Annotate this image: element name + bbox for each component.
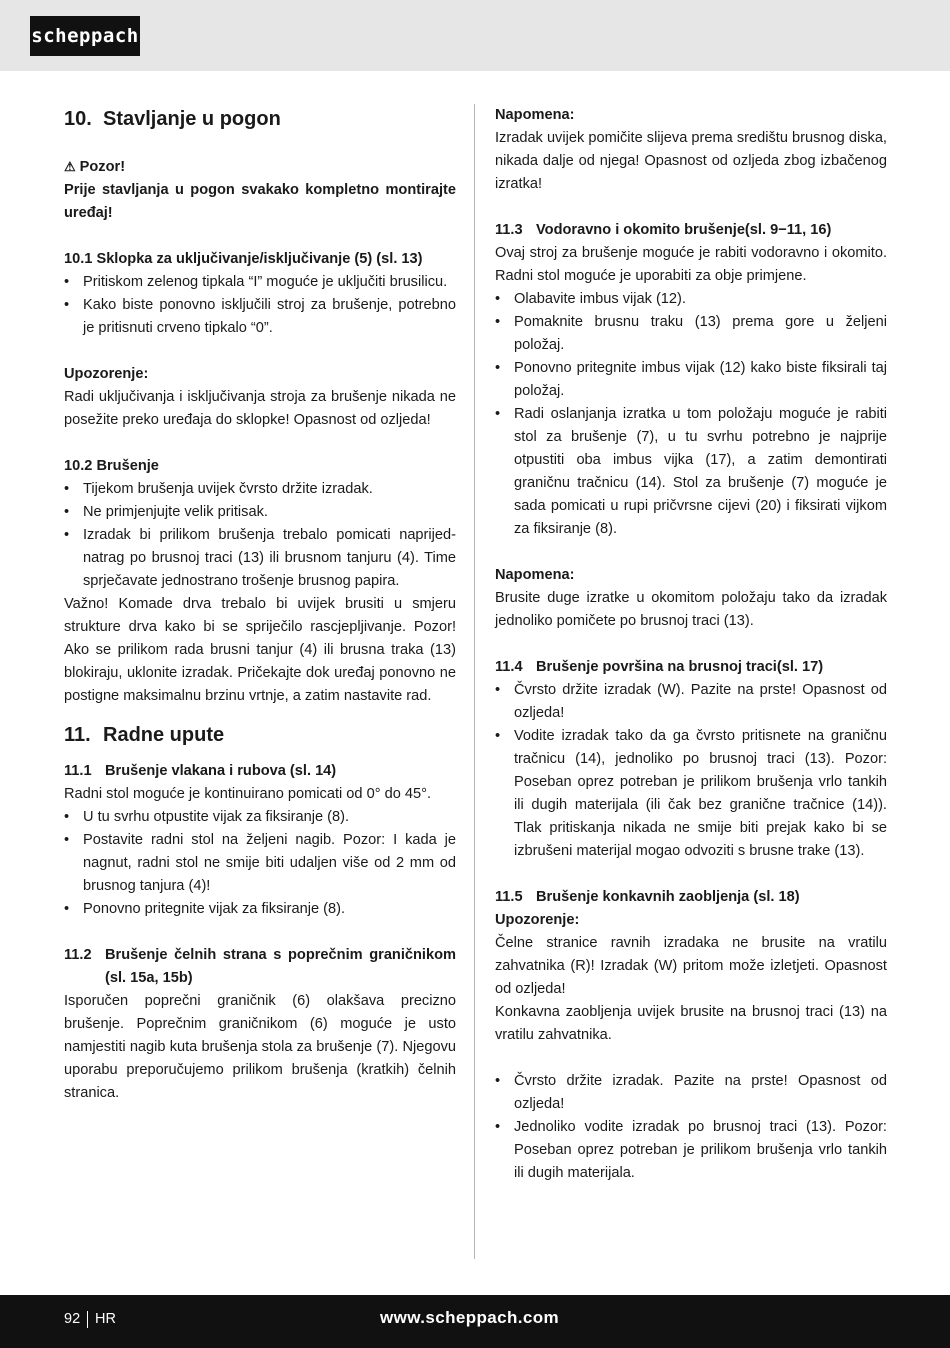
footer-separator xyxy=(87,1311,88,1328)
napomena-text: Brusite duge izratke u okomitom položaju tako da izradak jednoliko pomičete po brusnoj traci (13). xyxy=(495,590,887,629)
list-item: • Pritiskom zelenog tipkala “I” moguće je uključiti brusilicu. xyxy=(64,271,456,294)
section-10-1-list xyxy=(64,271,456,340)
list-item: • U tu svrhu otpustite vijak za fiksiranje (8). xyxy=(64,806,456,829)
list-item: • Izradak bi prilikom brušenja trebalo pomicati naprijed-natrag po brusnoj traci (13) ili brusnom tanjuru (4). Time sprječavate jednostrano trošenje brusnog papira. xyxy=(64,524,456,593)
list-item: • Vodite izradak tako da ga čvrsto pritisnete na graničnu tračnicu (14), jednoliko po brusnoj traci (13). Pozor: Poseban oprez potreban je prilikom brušenja vrlo tankih ili dugih materijala (ili čak bez granične tračnice (14)). Tlak pritiskanja nikada ne smije biti prejak kako bi se izbrušeni materijal mogao odvoziti s brusne trake (13). xyxy=(495,725,887,863)
section-11-5-heading: 11.5 Brušenje konkavnih zaobljenja (sl. 18) xyxy=(495,889,800,905)
list-item: • Kako biste ponovno isključili stroj za brušenje, potrebno je pritisnuti crveno tipkalo “0”. xyxy=(64,294,456,340)
right-column xyxy=(495,104,887,1185)
left-column xyxy=(64,104,456,1105)
upozorenje-text: Čelne stranice ravnih izradaka ne brusite na vratilu zahvatnika (R)! Izradak (W) pritom može izletjeti. Opasnost od ozljeda! xyxy=(495,935,887,997)
list-item: • Čvrsto držite izradak (W). Pazite na prste! Opasnost od ozljeda! xyxy=(495,679,887,725)
page-number: 92 xyxy=(64,1311,81,1327)
section-11-3-heading: 11.3 Vodoravno i okomito brušenje(sl. 9−11, 16) xyxy=(495,222,832,238)
website-url: www.scheppach.com xyxy=(380,1308,560,1327)
section-11-5-list xyxy=(495,1070,887,1185)
section-11-1-text: Radni stol moguće je kontinuirano pomicati od 0° do 45°. xyxy=(64,786,432,802)
list-item: • Čvrsto držite izradak. Pazite na prste! Opasnost od ozljeda! xyxy=(495,1070,887,1116)
napomena-heading: Napomena: xyxy=(495,567,575,583)
list-item: • Olabavite imbus vijak (12). xyxy=(495,288,887,311)
section-11-heading: 11. Radne upute xyxy=(64,724,225,746)
list-item: • Pomaknite brusnu traku (13) prema gore u željeni položaj. xyxy=(495,311,887,357)
header-bar xyxy=(0,0,950,71)
section-11-3-text: Ovaj stroj za brušenje moguće je rabiti vodoravno i okomito. Radni stol moguće je uporabiti za obje primjene. xyxy=(495,245,887,284)
section-11-4-heading: 11.4 Brušenje površina na brusnoj traci(sl. 17) xyxy=(495,659,824,675)
napomena-heading: Napomena: xyxy=(495,107,575,123)
list-item: • Radi oslanjanja izratka u tom položaju moguće je rabiti stol za brušenje (7), u tu svrhu potrebno je najprije otpustiti oba imbus vijka (17), a zatim demontirati graničnu tračnicu (14). Stol za brušenje (7) moguće je sada pomicati u rupi pričvrsne cijevi (20) i fiksirati vijkom za fiksiranje (8). xyxy=(495,403,887,541)
section-11-4-list xyxy=(495,679,887,863)
list-item: • Ne primjenjujte velik pritisak. xyxy=(64,501,456,524)
section-10-2-list xyxy=(64,478,456,593)
section-11-1-list xyxy=(64,806,456,921)
upozorenje-heading: Upozorenje: xyxy=(64,366,149,382)
list-item: • Postavite radni stol na željeni nagib. Pozor: I kada je nagnut, radni stol ne smije biti udaljen više od 2 mm od brusnog tanjura (4)! xyxy=(64,829,456,898)
language-code: HR xyxy=(95,1311,116,1327)
pozor-text: Prije stavljanja u pogon svakako kompletno montirajte uređaj! xyxy=(64,182,456,221)
list-item: • Tijekom brušenja uvijek čvrsto držite izradak. xyxy=(64,478,456,501)
list-item: • Ponovno pritegnite imbus vijak (12) kako biste fiksirali taj položaj. xyxy=(495,357,887,403)
warning-triangle-icon: ⚠ xyxy=(64,159,76,174)
section-10-heading: 10. Stavljanje u pogon xyxy=(64,108,281,130)
brand-logo: scheppach xyxy=(30,16,140,56)
konkavna-text: Konkavna zaobljenja uvijek brusite na brusnoj traci (13) na vratilu zahvatnika. xyxy=(495,1004,887,1043)
section-10-2-heading: 10.2 Brušenje xyxy=(64,458,159,474)
section-11-3-list xyxy=(495,288,887,541)
pozor-heading: ⚠ Pozor! xyxy=(64,159,126,175)
section-10-1-heading: 10.1 Sklopka za uključivanje/isključivanje (5) (sl. 13) xyxy=(64,251,423,267)
section-11-1-heading: 11.1 Brušenje vlakana i rubova (sl. 14) xyxy=(64,763,337,779)
napomena-text: Izradak uvijek pomičite slijeva prema središtu brusnog diska, nikada dalje od njega! Opasnost od ozljeda zbog izbačenog izratka! xyxy=(495,130,887,192)
section-11-2-heading: 11.2 Brušenje čelnih strana s poprečnim graničnikom (sl. 15a, 15b) xyxy=(64,947,456,986)
column-divider xyxy=(474,104,475,1259)
vazno-text: Važno! Komade drva trebalo bi uvijek brusiti u smjeru strukture drva kako bi se spriječilo rascjepljivanje. Pozor! Ako se prilikom rada brusni tanjur (4) ili brusna traka (13) blokiraju, uklonite izradak. Pričekajte dok uređaj ponovno ne postigne maksimalnu brzinu vrtnje, a zatim nastavite rad. xyxy=(64,596,456,704)
upozorenje-heading: Upozorenje: xyxy=(495,912,580,928)
list-item: • Ponovno pritegnite vijak za fiksiranje (8). xyxy=(64,898,456,921)
list-item: • Jednoliko vodite izradak po brusnoj traci (13). Pozor: Poseban oprez potreban je prilikom brušenja vrlo tankih ili dugih materijala. xyxy=(495,1116,887,1185)
footer-bar xyxy=(0,1295,950,1348)
upozorenje-text: Radi uključivanja i isključivanja stroja za brušenje nikada ne posežite preko uređaja do sklopke! Opasnost od ozljeda! xyxy=(64,389,456,428)
section-11-2-text: Isporučen poprečni graničnik (6) olakšava precizno brušenje. Poprečnim graničnikom (6) moguće je usto namjestiti nagib kuta brušenja stola za brušenje (7). Njegovu uporabu preporučujemo prilikom brušenja (kratkih) čelnih stranica. xyxy=(64,993,456,1101)
